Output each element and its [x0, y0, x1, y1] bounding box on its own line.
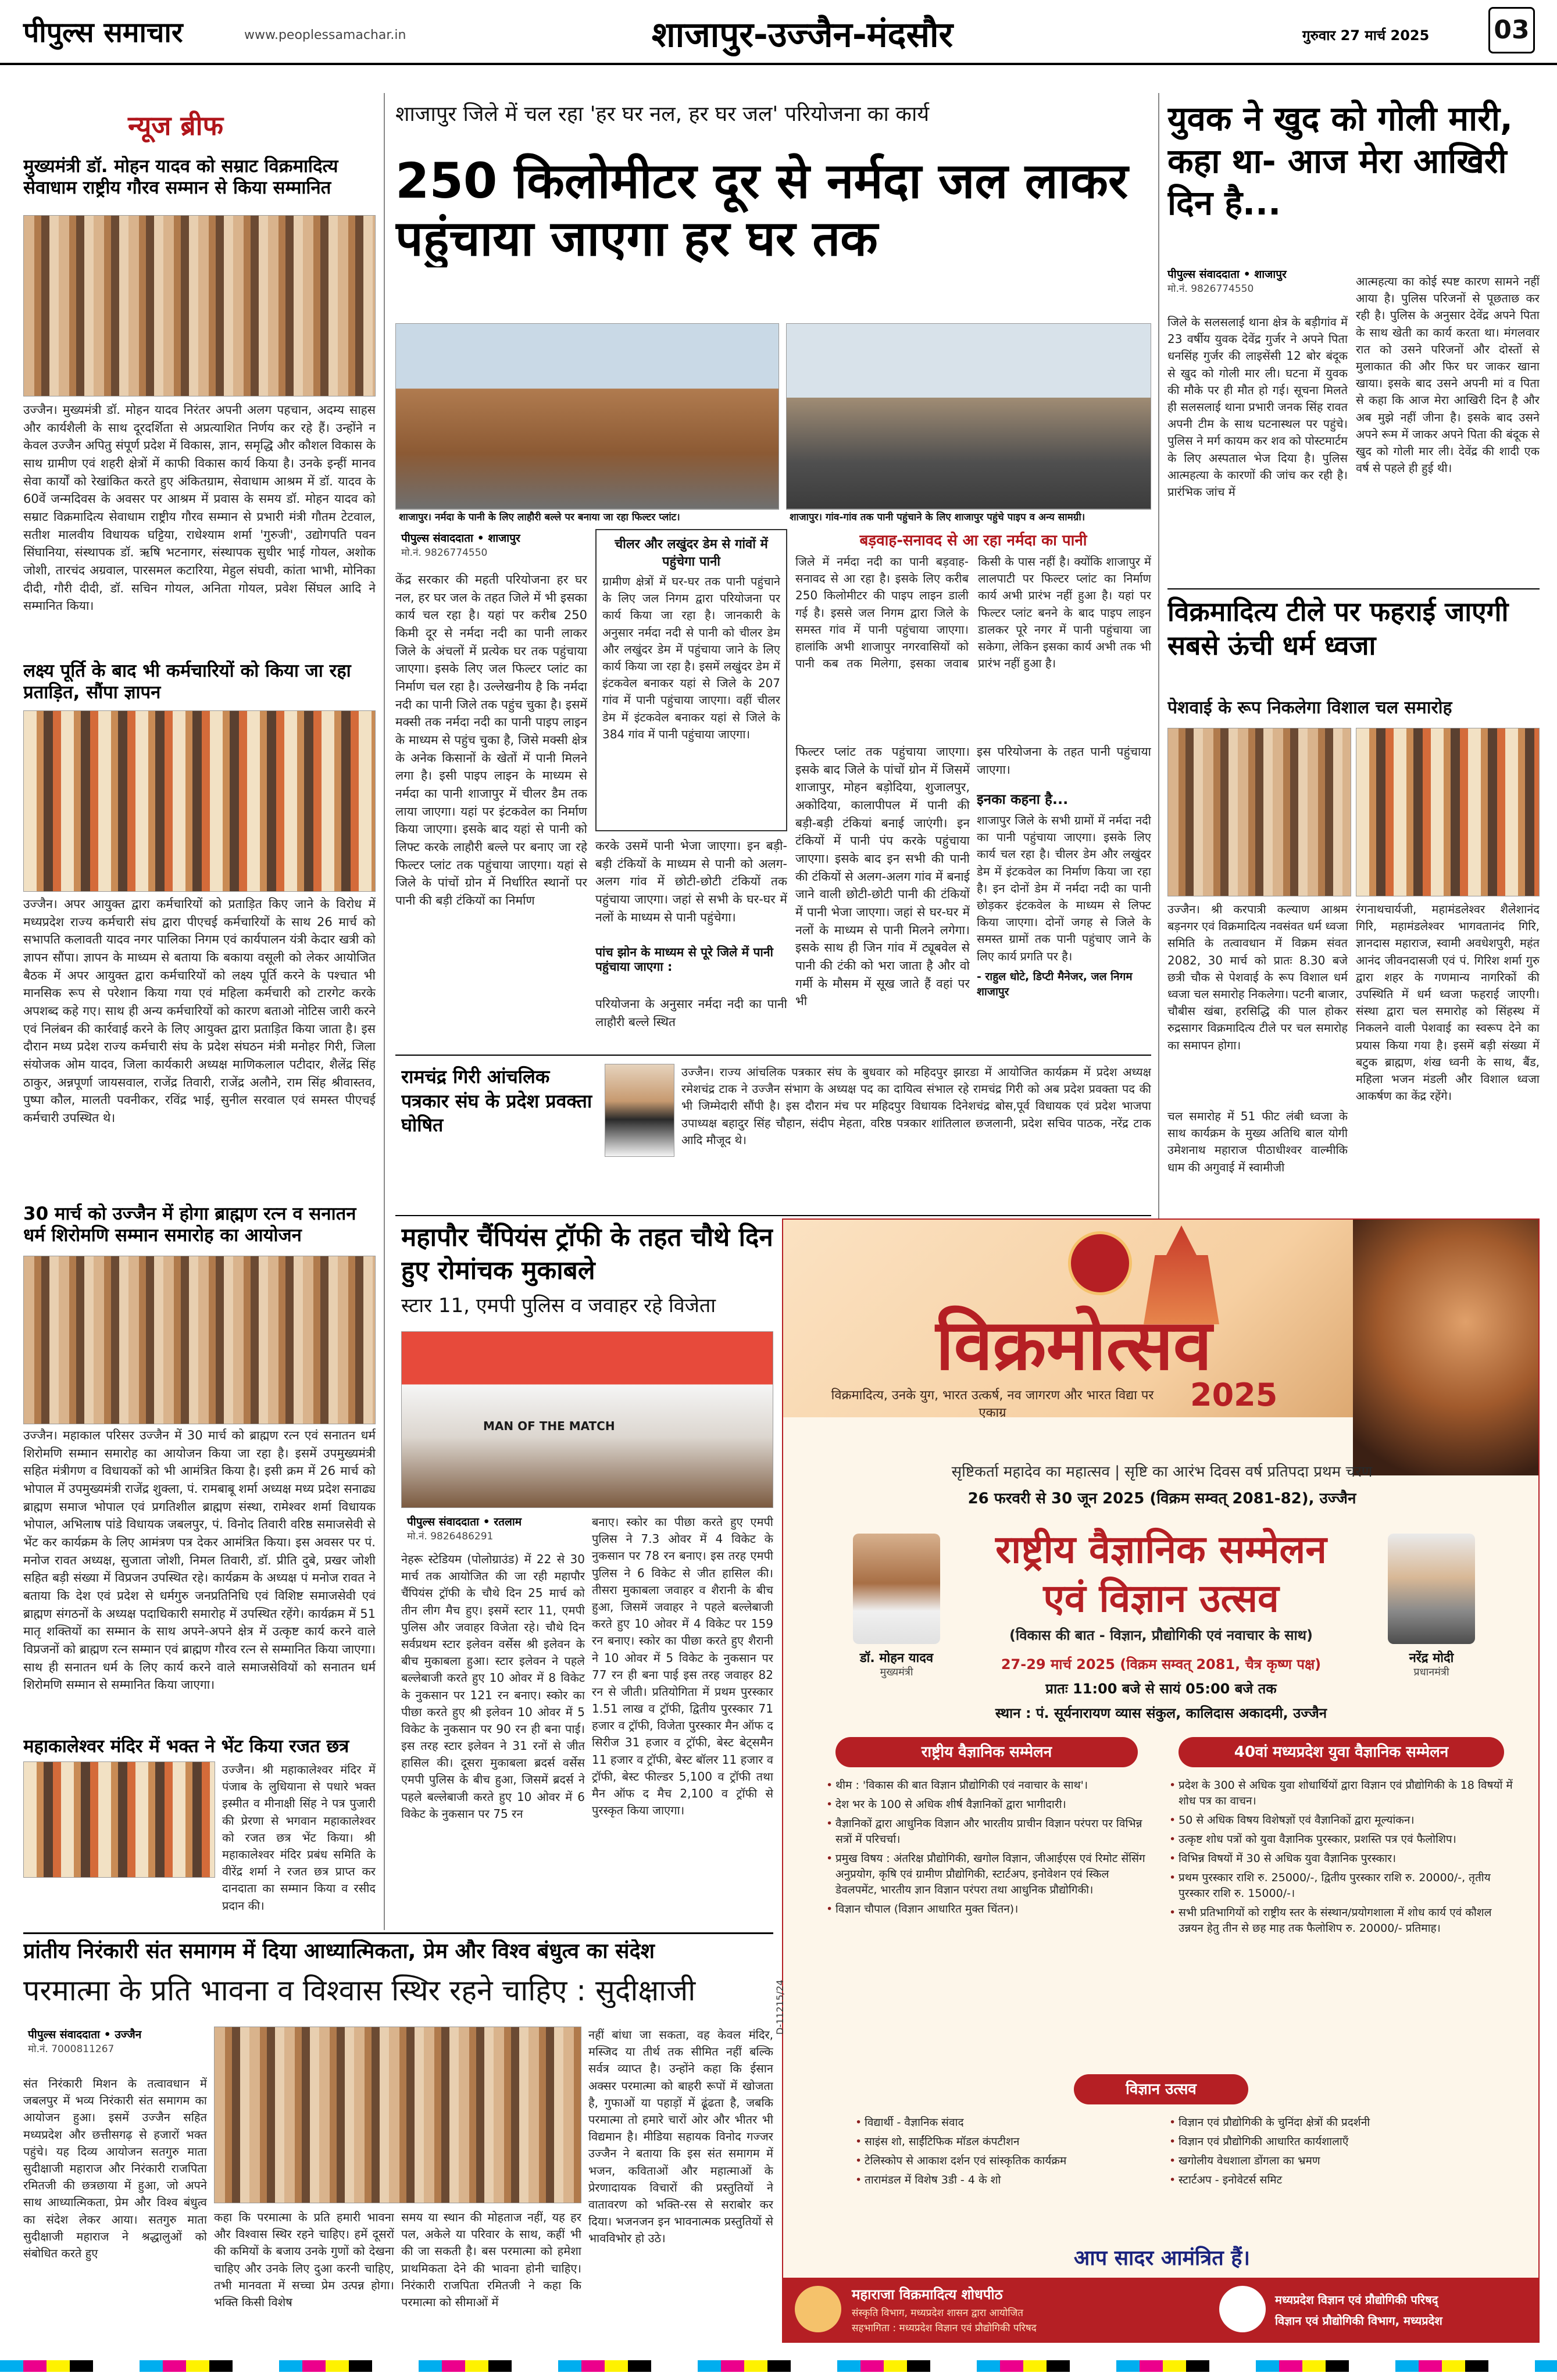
- ad-right-item: • प्रदेश के 300 से अधिक युवा शोधार्थियों द्वारा विज्ञान एवं प्रौद्योगिकी के 18 विषयों में शोध पत्र का वाचन।: [1167, 1778, 1516, 1809]
- ad-expo-left-item: • तारामंडल में विशेष 3डी - 4 के शो: [853, 2172, 1155, 2188]
- vikram-headline: विक्रमादित्य टीले पर फहराई जाएगी सबसे ऊंची धर्म ध्वजा: [1167, 596, 1509, 661]
- ad-right-head: 40वां मध्यप्रदेश युवा वैज्ञानिक सम्मेलन: [1179, 1737, 1504, 1767]
- ad-footer-left-title: महाराजा विक्रमादित्य शोधपीठ: [852, 2286, 1003, 2303]
- vikramotsav-ad: [782, 1218, 1540, 2343]
- brief4-body: उज्जैन। श्री महाकालेश्वर मंदिर में पंजाब के लुधियाना से पधारे भक्त इस्मीत व मीनाक्षी सिंह ने पत्र पुजारी की प्रेरणा से भगवान महाकालेश्वर को रजत छत्र भेंट किया। श्री महाकालेश्वर मंदिर प्रबंध समिति के वीरेंद्र शर्मा ने रजत छत्र प्राप्त कर दानदाता का सम्मान किया व रसीद प्रदान की।: [222, 1763, 376, 1913]
- cricket-col-1: नेहरू स्टेडियम (पोलोग्राउंड) में 22 से 30 मार्च तक आयोजित की जा रही महापौर चैंपियंस ट्रॉफी के चौथे दिन 25 मार्च को तीन लीग मैच हुए। इसमें स्टार 11, एमपी पुलिस और जवाहर विजेता रहे। चौथे दिन सर्वप्रथम स्टार इलेवन वर्सेस श्री इलेवन के बीच मुकाबला हुआ। स्टार इलेवन ने पहले बल्लेबाजी करते हुए 10 ओवर में 8 विकेट के नुकसान पर 121 रन बनाए। स्कोर का पीछा करते हुए श्री इलेवन 10 ओवर में 5 विकेट के नुकसान पर 90 रन ही बना पाई। इस तरह स्टार इलेवन ने 31 रनों से जीत हासिल की। दूसरा मुकाबला ब्रदर्स वर्सेस एमपी पुलिस के बीच हुआ, जिसमें ब्रदर्स ने पहले बल्लेबाजी करते हुए 10 ओवर में 6 विकेट के नुकसान पर 75 रन: [401, 1552, 585, 1821]
- ad-pm-title: प्रधानमंत्री: [1413, 1666, 1449, 1678]
- nirankari-col-2: कहा कि परमात्मा के प्रति हमारी भावना और विश्वास स्थिर रहने चाहिए। हमें दूसरों की कमियों के बजाय उनके गुणों को देखना चाहिए और उनके लिए दुआ करनी चाहिए, तभी मानवता में सच्चा प्रेम उत्पन्न होगा। भक्ति किसी विशेष: [214, 2210, 394, 2309]
- nirankari-col-3: समय या स्थान की मोहताज नहीं, यह हर पल, अकेले या परिवार के साथ, कहीं भी की जा सकती है। बस परमात्मा को हमेशा प्राथमिकता देने की भावना होनी चाहिए। निरंकारी राजपिता रमितजी ने कहा कि परमात्मा को सीमाओं में: [401, 2210, 581, 2309]
- ad-expo-right-item: • खगोलीय वेधशाला डोंगला का भ्रमण: [1167, 2153, 1492, 2169]
- lead-quote-title: इनका कहना है...: [977, 791, 1069, 807]
- right-column-divider: [1158, 93, 1159, 1227]
- ad-expo-left: [853, 2115, 1155, 2243]
- lead-photo-1: [395, 323, 779, 509]
- lead-box-barwah-body: जिले में नर्मदा नदी का पानी बड़वाह-सनावद से आ रहा है। इसके लिए करीब 250 किलोमीटर की पाइप लाइन डाली गई है। इससे जल निगम द्वारा जिले के समस्त गांव में पानी पहुंचाया जाएगा। हालांकि अभी शाजापुर नगरवासियों को पानी कब तक मिलेगा, इसका जवाब किसी के पास नहीं है। क्योंकि शाजापुर में लालपाटी पर फिल्टर प्लांट का निर्माण कार्य अभी प्रारंभ नहीं हुआ है। यहां पर फिल्टर प्लांट बनने के बाद पाइप लाइन डालकर पूरे नगर में पानी पहुंचाया जा सकेगा, लेकिन इसका कार्य अभी तक भी प्रारंभ नहीं हुआ है।: [795, 555, 1151, 671]
- nirankari-top-rule: [23, 1932, 773, 1934]
- cricket-banner-text: MAN OF THE MATCH: [483, 1419, 615, 1433]
- lead-byline-phone: मो.नं. 9826774550: [401, 547, 488, 559]
- lead-box-dams-title: चीलर और लखुंदर डेम से गांवों में पहुंचेगा पानी: [615, 537, 768, 569]
- ad-expo-right-item: • विज्ञान एवं प्रौद्योगिकी के चुनिंदा क्षेत्रों की प्रदर्शनी: [1167, 2115, 1492, 2131]
- nirankari-col-1: संत निरंकारी मिशन के तत्वावधान में जबलपुर में भव्य निरंकारी संत समागम का आयोजन हुआ। इसमें उज्जैन सहित मध्यप्रदेश और छत्तीसगढ़ से हजारों भक्त पहुंचे। यह दिव्य आयोजन सतगुरु माता सुदीक्षाजी महाराज और निरंकारी राजपिता रमितजी की छत्रछाया में हुआ, जो अपने साथ आध्यात्मिकता, प्रेम और विश्व बंधुत्व का संदेश लेकर आया। सतगुरु माता सुदीक्षाजी महाराज ने श्रद्धालुओं को संबोधित करते हुए: [23, 2077, 207, 2260]
- lead-photo-2: [786, 323, 1151, 509]
- ad-event-title-1: राष्ट्रीय वैज्ञानिक सम्मेलन: [995, 1527, 1327, 1572]
- ad-dates: 26 फरवरी से 30 जून 2025 (विक्रम सम्वत् 2081-82), उज्जैन: [967, 1490, 1356, 1507]
- lead-col-1: केंद्र सरकार की महती परियोजना हर घर नल, हर घर जल के तहत जिले में भी इसका कार्य चल रहा है। यहां पर करीब 250 किमी दूर से नर्मदा नदी का पानी लाकर जिले के अंचलों में प्रत्येक घर तक पहुंचाया जाएगा। इसके लिए जल फिल्टर प्लांट का निर्माण चल रहा है। उल्लेखनीय है कि नर्मदा नदी का पानी जिले तक पहुंच चुका है। इसमें मक्सी तक नर्मदा नदी का पानी पाइप लाइन के माध्यम से पहुंच चुका है, जिसे मक्सी क्षेत्र के अनेक किसानों के खेतों में पानी मिलने लगा है। इसी पाइप लाइन के माध्यम से नर्मदा का पानी शाजापुर में चीलर डैम तक लाया जाएगा। यहां पर इंटकवेल का निर्माण किया जाएगा। इसके बाद यहां से पानी को लिफ्ट करके लाहौरी बल्ले पर बनाए जा रहे फिल्टर प्लांट तक पहुंचाया जाएगा। यहां से जिले के पांचों ग्रोन में निर्धारित स्थानों पर पानी की बड़ी टंकियों का निर्माण: [395, 573, 587, 907]
- lead-col-3: फिल्टर प्लांट तक पहुंचाया जाएगा। इसके बाद जिले के पांचों ग्रोन में जिसमें शाजापुर, मोहन बड़ोदिया, शुजालपुर, अकोदिया, कालापीपल में पानी की बड़ी-बड़ी टंकियां बनाई जाएंगी। इन टंकियों में पानी पंप करके पहुंचाया जाएगा। इसके बाद इन सभी की पानी की टंकियों से अलग-अलग गांव में बनाई जाने वाली छोटी-छोटी पानी की टंकियों में पानी भेजा जाएगा। जहां से घर-घर में नलों के माध्यम से पानी मिलने लगेगा। इसके साथ ही जिन गांव में ट्यूबवेल से पानी की टंकी को भरा जाता है और वो गर्मी के मौसम में सूख जाते हैं वहां पर भी: [795, 745, 970, 1009]
- ad-cm-title: मुख्यमंत्री: [880, 1666, 913, 1678]
- lead-byline-name: पीपुल्स संवाददाता: [401, 532, 473, 545]
- lead-quote-name: - राहुल धोटे, डिप्टी मैनेजर, जल निगम शाजापुर: [977, 970, 1133, 998]
- nirankari-byline-phone: मो.नं. 7000811267: [28, 2043, 115, 2055]
- vikram-photo-1: [1167, 728, 1351, 896]
- suicide-byline-name: पीपुल्स संवाददाता: [1167, 268, 1240, 281]
- lead-box-barwah-title: बड़वाह-सनावद से आ रहा नर्मदा का पानी: [859, 532, 1087, 549]
- brief2-headline: लक्ष्य पूर्ति के बाद भी कर्मचारियों को किया जा रहा प्रताड़ित, सौंपा ज्ञापन: [23, 660, 351, 703]
- column-divider: [384, 93, 385, 1930]
- lead-box-barwah: [795, 529, 1151, 738]
- ad-right-item: • 50 से अधिक विषय विशेषज्ञों एवं वैज्ञानिकों द्वारा मूल्यांकन।: [1167, 1813, 1516, 1828]
- nirankari-photo: [214, 2027, 581, 2203]
- suicide-headline: युवक ने खुद को गोली मारी, कहा था- आज मेरा आखिरी दिन है...: [1167, 99, 1513, 223]
- cricket-top-rule: [395, 1215, 1151, 1216]
- lead-headline: 250 किलोमीटर दूर से नर्मदा जल लाकर पहुंचाया जाएगा हर घर तक: [395, 152, 1129, 267]
- ad-hero-portrait: [1353, 1220, 1540, 1475]
- ad-left-item: • प्रमुख विषय : अंतरिक्ष प्रौद्योगिकी, खगोल विज्ञान, जीआईएस एवं रिमोट सेंसिंग अनुप्रयोग, कृषि एवं ग्रामीण प्रौद्योगिकी, स्टार्टअप, इनोवेशन एवं स्किल डेवलपमेंट, भारतीय ज्ञान विज्ञान परंपरा तथा आधुनिक प्रौद्योगिकी।: [824, 1851, 1149, 1898]
- masthead: [0, 0, 1557, 65]
- page-number: 03: [1488, 7, 1535, 53]
- ad-footer-left-2: सहभागिता : मध्यप्रदेश विज्ञान एवं प्रौद्योगिकी परिषद: [852, 2322, 1037, 2334]
- ad-event-sub: (विकास की बात - विज्ञान, प्रौद्योगिकी एवं नवाचार के साथ): [1009, 1627, 1313, 1643]
- suicide-byline-phone: मो.नं. 9826774550: [1167, 283, 1254, 295]
- logo: पीपुल्स समाचार: [23, 16, 183, 49]
- nirankari-byline-city: उज्जैन: [115, 2028, 142, 2041]
- brief3-photo: [23, 1256, 376, 1424]
- nirankari-col-4: नहीं बांधा जा सकता, वह केवल मंदिर, मस्जिद या तीर्थ तक सीमित नहीं बल्कि सर्वत्र व्याप्त है। उन्होंने कहा कि ईसान अक्सर परमात्मा को बाहरी रूपों में खोजता है, गुफाओं या पहाड़ों में ढूंढता है, जबकि परमात्मा तो हमारे चारों ओर और भीतर भी विद्यमान है। मीडिया सहायक विनोद गज्जर उज्जैन ने बताया कि इस संत समागम में भजन, कविताओं और महात्माओं के प्रेरणादायक विचारों की प्रस्तुतियों ने वातावरण को भक्ति-रस से सराबोर कर दिया। भजनजन इन भावनात्मक प्रस्तुतियों से भावविभोर हो उठे।: [588, 2028, 773, 2246]
- lead-quote-body: शाजापुर जिले के सभी ग्रामों में नर्मदा नदी का पानी पहुंचाया जाएगा। इसके लिए कार्य चल रहा है। चीलर डेम और लखुंदर डेम में इंटकवेल का निर्माण किया जा रहा है। इन दोनों डेम में नर्मदा नदी का पानी छोड़कर इंटकवेल के माध्यम से लिफ्ट किया जाएगा। दोनों जगह से जिले के समस्त ग्रामों तक पानी पहुंचाए जाने के लिए कार्य प्रगति पर है।: [977, 813, 1151, 963]
- ad-expo-right-item: • स्टार्टअप - इनोवेटर्स समिट: [1167, 2172, 1492, 2188]
- brief4-headline: महाकालेश्वर मंदिर में भक्त ने भेंट किया रजत छत्र: [23, 1736, 349, 1757]
- ad-side-code: D-11215/24: [774, 1979, 785, 2035]
- lead-col-4: इस परियोजना के तहत पानी पहुंचाया जाएगा।: [977, 745, 1151, 777]
- ad-expo-right: [1167, 2115, 1492, 2243]
- vikram-photo-2: [1356, 728, 1540, 896]
- lead-caption-1: शाजापुर। नर्मदा के पानी के लिए लाहौरी बल्ले पर बनाया जा रहा फिल्टर प्लांट।: [395, 509, 779, 525]
- ad-expo-right-item: • विज्ञान एवं प्रौद्योगिकी आधारित कार्यशालाएँ: [1167, 2134, 1492, 2150]
- ad-footer-right-2: विज्ञान एवं प्रौद्योगिकी विभाग, मध्यप्रदेश: [1275, 2314, 1442, 2328]
- vikram-col-1: उज्जैन। श्री करपात्री कल्याण आश्रम बड़नगर एवं विक्रमादित्य नवसंवत धर्म ध्वजा समिति के तत्वावधान में विक्रम संवत 2082, 30 मार्च को प्रातः 8.30 बजे छत्री चौक से पेशवाई के रूप विशाल धर्म ध्वजा चल समारोह निकलेगा। पटनी बाजार, चौबीस खंबा, हरसिद्धि की पाल होकर रुद्रसागर विक्रमादित्य टीले पर चल समारोह का समापन होगा।: [1167, 902, 1348, 1052]
- brief1-photo: [23, 215, 376, 396]
- nirankari-headline: प्रांतीय निरंकारी संत समागम में दिया आध्यात्मिकता, प्रेम और विश्व बंधुत्व का संदेश: [23, 1939, 655, 1963]
- suicide-byline-city: शाजापुर: [1254, 268, 1287, 281]
- cricket-byline-city: रतलाम: [494, 1516, 522, 1528]
- cricket-byline: पीपुल्स संवाददाता • रतलाम मो.नं. 9826486291: [407, 1516, 522, 1542]
- ad-pm-name: नरेंद्र मोदी: [1409, 1651, 1454, 1666]
- news-brief-label: न्यूज ब्रीफ: [128, 110, 224, 141]
- ad-event-time: प्रातः 11:00 बजे से सायं 05:00 बजे तक: [1045, 1681, 1277, 1697]
- lead-box-dams: [595, 529, 787, 831]
- suicide-byline: पीपुल्स संवाददाता • शाजापुर मो.नं. 9826774550: [1167, 268, 1287, 295]
- brief1-headline: मुख्यमंत्री डॉ. मोहन यादव को सम्राट विक्रमादित्य सेवाधाम राष्ट्रीय गौरव सम्मान से किया सम्मानित: [23, 156, 338, 198]
- ad-left-item: • देश भर के 100 से अधिक शीर्ष वैज्ञानिकों द्वारा भागीदारी।: [824, 1797, 1149, 1813]
- ramchandra-photo: [605, 1064, 674, 1157]
- lead-byline-city: शाजापुर: [488, 532, 520, 545]
- ad-pm-photo: [1388, 1534, 1475, 1644]
- ad-emblem: [1068, 1231, 1132, 1295]
- brief3-body: उज्जैन। महाकाल परिसर उज्जैन में 30 मार्च को ब्राह्मण रत्न एवं सनातन धर्म शिरोमणि सम्मान समारोह का आयोजन किया जा रहा है। इसमें उपमुख्यमंत्री सहित मंत्रीगण व विधायकों को भी आमंत्रित किया है। इसी क्रम में 26 मार्च को भोपाल में उपमुख्यमंत्री राजेंद्र शुक्ला, पं. रामबाबू शर्मा अध्यक्ष मध्य प्रदेश सनाढ्य ब्राह्मण समाज भोपाल एवं प्रगतिशील ब्राह्मण संस्था, रामेश्वर शर्मा विधायक भोपाल, अभिलाष पांडे विधायक जबलपुर, पं. विनोद तिवारी वरिष्ठ समाजसेवी से भेंट कर कार्यक्रम के लिए आमंत्रण पत्र देकर आमंत्रित किया। इस अवसर पर पं. मनोज रावत अध्यक्ष, सुजाता जोशी, निमल तिवारी, डॉ. प्रीति दुबे, प्रखर जोशी सहित बड़ी संख्या में विप्रजन उपस्थित रहे। कार्यक्रम के अध्यक्ष पं मनोज रावत ने बताया कि देश एवं प्रदेश से धर्मगुरु जनप्रतिनिधि एवं विशिष्ट समाजसेवी एवं ब्राह्मण संगठनों के अध्यक्ष पदाधिकारी समारोह में उपस्थित रहेंगे। कार्यक्रम में 51 मातृ शक्तियों का सम्मान के साथ अपने-अपने क्षेत्र में उत्कृष्ट कार्य करने वाले विप्रजनों को ब्राह्मण रत्न सम्मान एवं ब्राह्मण गौरव रत्न से सम्मानित किया जाएगा। साथ ही सनातन धर्म के लिए कार्य करने वाले समाजसेवियों को सनातन धर्म शिरोमणि सम्मान से सम्मानित किया जाएगा।: [23, 1428, 376, 1692]
- ad-right-item: • विभिन्न विषयों में 30 से अधिक युवा वैज्ञानिक पुरस्कार।: [1167, 1851, 1516, 1867]
- ad-footer-left-logo: [795, 2286, 841, 2332]
- ramchandra-body: उज्जैन। राज्य आंचलिक पत्रकार संघ के बुधवार को महिदपुर झारडा में आयोजित कार्यक्रम में प्रदेश अध्यक्ष रमेशचंद्र टाक ने उज्जैन संभाग के अध्यक्ष पद का दायित्व संभाल रहे रामचंद्र गिरी को अब प्रदेश प्रवक्ता पद की भी जिम्मेदारी सौंपी है। इस दौरान मंच पर महिदपुर विधायक दिनेशचंद्र बोस,पूर्व विधायक एवं प्रदेश भाजपा उपाध्यक्ष बहादुर सिंह चौहान, संदीप मेहता, वरिष्ठ पत्रकार शांतिलाल छजलानी, प्रदेश सचिव पाठक, नरेंद्र टाक आदि मौजूद थे।: [681, 1065, 1151, 1147]
- ad-footer: [783, 2278, 1540, 2343]
- cricket-subhead: स्टार 11, एमपी पुलिस व जवाहर रहे विजेता: [401, 1294, 716, 1317]
- ad-cm-name: डॉ. मोहन यादव: [859, 1651, 934, 1666]
- ad-event-dates: 27-29 मार्च 2025 (विक्रम सम्वत् 2081, चैत्र कृष्ण पक्ष): [1001, 1656, 1322, 1673]
- cricket-headline: महापौर चैंपियंस ट्रॉफी के तहत चौथे दिन हुए रोमांचक मुकाबले: [401, 1223, 773, 1286]
- vikram-subhead: पेशवाई के रूप निकलेगा विशाल चल समारोह: [1167, 698, 1452, 718]
- ad-left-list: [824, 1778, 1149, 2068]
- cricket-byline-name: पीपुल्स संवाददाता: [407, 1516, 479, 1528]
- website[interactable]: www.peoplessamachar.in: [244, 28, 406, 42]
- ad-left-head: राष्ट्रीय वैज्ञानिक सम्मेलन: [835, 1737, 1138, 1767]
- ad-expo-left-item: • टेलिस्कोप से आकाश दर्शन एवं सांस्कृतिक कार्यक्रम: [853, 2153, 1155, 2169]
- nirankari-subhead: परमात्मा के प्रति भावना व विश्वास स्थिर रहने चाहिए : सुदीक्षाजी: [23, 1974, 696, 2007]
- lead-quote-box: [977, 789, 1151, 1049]
- ad-expo-left-item: • विद्यार्थी - वैज्ञानिक संवाद: [853, 2115, 1155, 2131]
- ad-right-list: [1167, 1778, 1516, 2068]
- section-title: शाजापुर-उज्जैन-मंदसौर: [651, 15, 954, 55]
- print-color-bar: [0, 2360, 1557, 2372]
- lead-zone-subhead: पांच झोन के माध्यम से पूरे जिले में पानी पहुंचाया जाएगा :: [595, 945, 773, 974]
- lead-zone-body: परियोजना के अनुसार नर्मदा नदी का पानी लाहौरी बल्ले स्थित: [595, 997, 787, 1029]
- ad-expo-head: विज्ञान उत्सव: [1074, 2074, 1248, 2104]
- nirankari-byline-name: पीपुल्स संवाददाता: [28, 2028, 100, 2041]
- ad-venue: स्थान : पं. सूर्यनारायण व्यास संकुल, कालिदास अकादमी, उज्जैन: [995, 1705, 1327, 1721]
- ad-cm-photo: [853, 1534, 940, 1644]
- ramchandra-headline: रामचंद्र गिरी आंचलिक पत्रकार संघ के प्रदेश प्रवक्ता घोषित: [401, 1066, 592, 1137]
- lead-bottom-rule: [395, 1055, 1151, 1056]
- lead-col-2b: करके उसमें पानी भेजा जाएगा। इन बड़ी-बड़ी टंकियों के माध्यम से पानी को अलग-अलग गांव में छोटी-छोटी टंकियों तक पहुंचाया जाएगा। जहां से सभी के घर-घर में नलों के माध्यम से पानी पहुंचेगा।: [595, 839, 787, 924]
- ad-footer-right-logo: [1219, 2286, 1266, 2332]
- ad-right-item: • उत्कृष्ट शोध पत्रों को युवा वैज्ञानिक पुरस्कार, प्रशस्ति पत्र एवं फैलोशिप।: [1167, 1832, 1516, 1847]
- ad-strip: सृष्टिकर्ता महादेव का महात्सव | सृष्टि का आरंभ दिवस वर्ष प्रतिपदा प्रथम चरण: [951, 1463, 1373, 1481]
- ad-left-item: • थीम : 'विकास की बात विज्ञान प्रौद्योगिकी एवं नवाचार के साथ'।: [824, 1778, 1149, 1793]
- brief2-photo: [23, 710, 376, 892]
- ad-event-title-2: एवं विज्ञान उत्सव: [1043, 1576, 1279, 1621]
- ad-year: 2025: [1190, 1377, 1278, 1413]
- lead-kicker: शाजापुर जिले में चल रहा 'हर घर नल, हर घर जल' परियोजना का कार्य: [395, 102, 930, 126]
- vikram-col-1b: चल समारोह में 51 फीट लंबी ध्वजा के साथ कार्यक्रम के मुख्य अतिथि बाल योगी उमेशनाथ महाराज पीठाधीश्वर वाल्मीकि धाम की अगुवाई में स्वामीजी: [1167, 1109, 1348, 1174]
- cricket-byline-phone: मो.नं. 9826486291: [407, 1531, 494, 1542]
- ad-tagline: विक्रमादित्य, उनके युग, भारत उत्कर्ष, नव जागरण और भारत विद्या पर एकाग्र: [831, 1388, 1154, 1420]
- ad-footer-right-1: मध्यप्रदेश विज्ञान एवं प्रौद्योगिकी परिषद्: [1275, 2293, 1438, 2307]
- cricket-col-2: बनाए। स्कोर का पीछा करते हुए एमपी पुलिस ने 7.3 ओवर में 4 विकेट के नुकसान पर 78 रन बनाए। इस तरह एमपी पुलिस ने 6 विकेट से जीत हासिल की। तीसरा मुकाबला जवाहर व शैरानी के बीच हुआ, जिसमें जवाहर ने पहले बल्लेबाजी करते हुए 10 ओवर में 4 विकेट पर 159 रन बनाए। स्कोर का पीछा करते हुए शैरानी ने 10 ओवर में 5 विकेट के नुकसान पर 77 रन ही बना पाई इस तरह जवाहर 82 रन से जीती। प्रतियोगिता में प्रथम पुरस्कार 1.51 लाख व ट्रॉफी, द्वितीय पुरस्कार 71 हजार व ट्रॉफी, विजेता पुरस्कार मैन ऑफ द सिरीज 31 हजार व ट्रॉफी, बेस्ट बेट्समैन 11 हजार व ट्रॉफी, बेस्ट बॉलर 11 हजार व ट्रॉफी, बेस्ट फील्डर 5,100 व ट्रॉफी तथा मैन ऑफ द मैच 2,100 व ट्रॉफी से पुरस्कृत किया जाएगा।: [592, 1515, 773, 1818]
- brief4-photo: [23, 1761, 215, 1878]
- lead-box-dams-body: ग्रामीण क्षेत्रों में घर-घर तक पानी पहुंचाने के लिए जल निगम द्वारा परियोजना पर कार्य किया जा रहा है। जानकारी के अनुसार नर्मदा नदी से पानी को चीलर डेम और लखुंदर डेम में पहुंचाया जाने के लिए कार्य किया जा रहा है। इसमें लखुंदर डेम में इंटकवेल बनाकर यहां से जिले के 207 गांव में पानी पहुंचाया जाएगा। वहीं चीलर डेम में इंटकवेल बनाकर यहां से जिले के 384 गांव में पानी पहुंचाया जाएगा।: [602, 574, 780, 741]
- ad-expo-left-item: • साइंस शो, साईंटिफिक मॉडल कंपटीशन: [853, 2134, 1155, 2150]
- suicide-col-2: आत्महत्या का कोई स्पष्ट कारण सामने नहीं आया है। पुलिस परिजनों से पूछताछ कर रही है। पुलिस के अनुसार देवेंद्र अपने पिता के साथ खेती का कार्य करता था। मंगलवार रात को उसने परिजनों और दोस्तों से मुलाकात की और फिर घर जाकर खाना खाया। इसके बाद उसने अपनी मां व पिता से कहा कि आज मेरा आखिरी दिन है और अब मुझे नहीं जीना है। इसके बाद उसने अपने रूम में जाकर अपने पिता की बंदूक से खुद को गोली मार ली। देवेंद्र की शादी एक वर्ष से पहले ही हुई थी।: [1356, 274, 1540, 476]
- suicide-col-1: जिले के सलसलाई थाना क्षेत्र के बड़ीगांव में 23 वर्षीय युवक देवेंद्र गुर्जर ने अपने पिता धनसिंह गुर्जर की लाइसेंसी 12 बोर बंदूक से खुद को गोली मार ली। घटना में युवक की मौके पर ही मौत हो गई। सूचना मिलते ही सलसलाई थाना प्रभारी जनक सिंह रावत अपनी टीम के साथ घटनास्थल पर पहुंचे। पुलिस ने मर्ग कायम कर शव को पोस्टमार्टम के लिए अस्पताल भेज दिया है। पुलिस आत्महत्या के कारणों की जांच कर रही है। प्रारंभिक जांच में: [1167, 315, 1348, 499]
- ad-footer-left-1: संस्कृति विभाग, मध्यप्रदेश शासन द्वारा आयोजित: [852, 2307, 1023, 2319]
- brief2-body: उज्जैन। अपर आयुक्त द्वारा कर्मचारियों को प्रताड़ित किए जाने के विरोध में मध्यप्रदेश राज्य कर्मचारी संघ द्वारा पीएचई कर्मचारियों के साथ 26 मार्च को सभापति कलावती यादव नगर पालिका निगम एवं कार्यपालन यंत्री केदार खत्री को ज्ञापन सौंपा। ज्ञापन के माध्यम से बताया कि बकाया वसूली को लेकर आयोजित बैठक में अपर आयुक्त द्वारा कर्मचारियों को लक्ष्य पूर्ति करने के पश्चात भी मानसिक रूप से परेशान किया गया एवं महिला कर्मचारी को टारगेट करके अपशब्द कहे गए। साथ ही अन्य कर्मचारियों को कारण बताओ नोटिस जारी करने एवं निलंबन की कार्रवाई करने के लिए आयुक्त द्वारा प्रताड़ित किया जाता है। इस दौरान मध्य प्रदेश राज्य कर्मचारी संघ के प्रदेश संघठन मंत्री मनोहर गिरी, जिला संयोजक ओम यादव, जिला कार्यकारी अध्यक्ष माणिकलाल पटीदार, शैलेंद्र सिंह ठाकुर, अन्नपूर्णा जायसवाल, राजेंद्र तिवारी, राजेंद्र अलौने, राम सिंह श्रीवास्तव, पुष्पा कौल, मालती पवनीकर, रविंद्र भाई, सुनील सरवाल एवं समस्त पीएचई कर्मचारी उपस्थित थे।: [23, 897, 376, 1125]
- vikram-col-2: रंगनाथचार्यजी, महामंडलेश्वर शैलेशानंद गिरि, महामंडलेश्वर भागवतानंद गिरि, ज्ञानदास महाराज, स्वामी अवधेशपुरी, महंत आनंद जीवनदासजी एवं पं. गिरिश शर्मा गुरु द्वारा शहर के गणमान्य नागरिकों की उपस्थिति में धर्म ध्वजा फहराई जाएगी। संस्था द्वारा चल समारोह को सिंहस्थ में निकलने वाली पेशवाई का स्वरूप देने का प्रयास किया गया है। इसमें बड़ी संख्या में बटुक ब्राह्मण, शंख ध्वनी के साथ, बैंड, महिला भजन मंडली और विशाल ध्वजा आकर्षण का केंद्र रहेंगे।: [1356, 902, 1540, 1103]
- ad-left-item: • वैज्ञानिकों द्वारा आधुनिक विज्ञान और भारतीय प्राचीन विज्ञान परंपरा पर विभिन्न सत्रों में परिचर्चा।: [824, 1816, 1149, 1847]
- lead-byline: पीपुल्स संवाददाता • शाजापुर मो.नं. 9826774550: [401, 532, 520, 559]
- date: गुरुवार 27 मार्च 2025: [1302, 27, 1430, 44]
- ad-right-item: • सभी प्रतिभागियों को राष्ट्रीय स्तर के संस्थान/प्रयोगशाला में शोध कार्य एवं कौशल उन्नयन हेतु तीन से छह माह तक फैलोशिप रु. 20000/- प्रतिमाह।: [1167, 1905, 1516, 1936]
- ad-title: विक्रमोत्सव: [935, 1305, 1212, 1386]
- cricket-photo: [401, 1331, 773, 1508]
- brief3-headline: 30 मार्च को उज्जैन में होगा ब्राह्मण रत्न व सनातन धर्म शिरोमणि सम्मान समारोह का आयोजन: [23, 1203, 356, 1246]
- nirankari-byline: पीपुल्स संवाददाता • उज्जैन मो.नं. 7000811267: [28, 2028, 142, 2055]
- ad-invite: आप सादर आमंत्रित हैं।: [1073, 2246, 1251, 2270]
- ad-right-item: • प्रथम पुरस्कार राशि रु. 25000/-, द्वितीय पुरस्कार राशि रु. 20000/-, तृतीय पुरस्कार राशि रु. 15000/-।: [1167, 1870, 1516, 1902]
- vikram-top-rule: [1167, 588, 1540, 589]
- brief1-body: उज्जैन। मुख्यमंत्री डॉ. मोहन यादव निरंतर अपनी अलग पहचान, अदम्य साहस और कार्यशैली के साथ दूरदर्शिता से अप्रत्याशित निर्णय कर रहे हैं। उन्होंने न केवल उज्जैन अपितु संपूर्ण प्रदेश में विकास, ज्ञान, समृद्धि और कौशल विकास के साथ ग्रामीण एवं शहरी क्षेत्रों में काफी विकास कार्य किया है। उनके इन्हीं मानव सेवा कार्यों को रेखांकित करते हुए अंकितग्राम, सेवाधाम आश्रम में डॉ. यादव के 60वें जन्मदिवस के अवसर पर आश्रम में प्रवास के समय डॉ. मोहन यादव को सम्राट विक्रमादित्य सेवाधाम राष्ट्रीय गौरव सम्मान से प्रभारी मंत्री गौतम टेटवाल, सतीश मालवीय विधायक घट्टिया, राधेश्याम शर्मा 'गुरुजी', उद्योगपति पवन सिंघानिया, संस्थापक डॉ. ऋषि भटनागर, संस्थापक सुधीर भाई गोयल, अशोक जोशी, तारचंद अग्रवाल, पारसमल कटारिया, मेहुल संघवी, कांता भाभी, मोनिका दीदी, गौरी दीदी, डॉ. सचिन गोयल, अनिता गोयल, प्रवेश सिंघल आदि ने सम्मानित किया।: [23, 403, 376, 613]
- ad-left-item: • विज्ञान चौपाल (विज्ञान आधारित मुक्त चिंतन)।: [824, 1902, 1149, 1917]
- lead-caption-2: शाजापुर। गांव-गांव तक पानी पहुंचाने के लिए शाजापुर पहुंचे पाइप व अन्य सामग्री।: [786, 509, 1151, 525]
